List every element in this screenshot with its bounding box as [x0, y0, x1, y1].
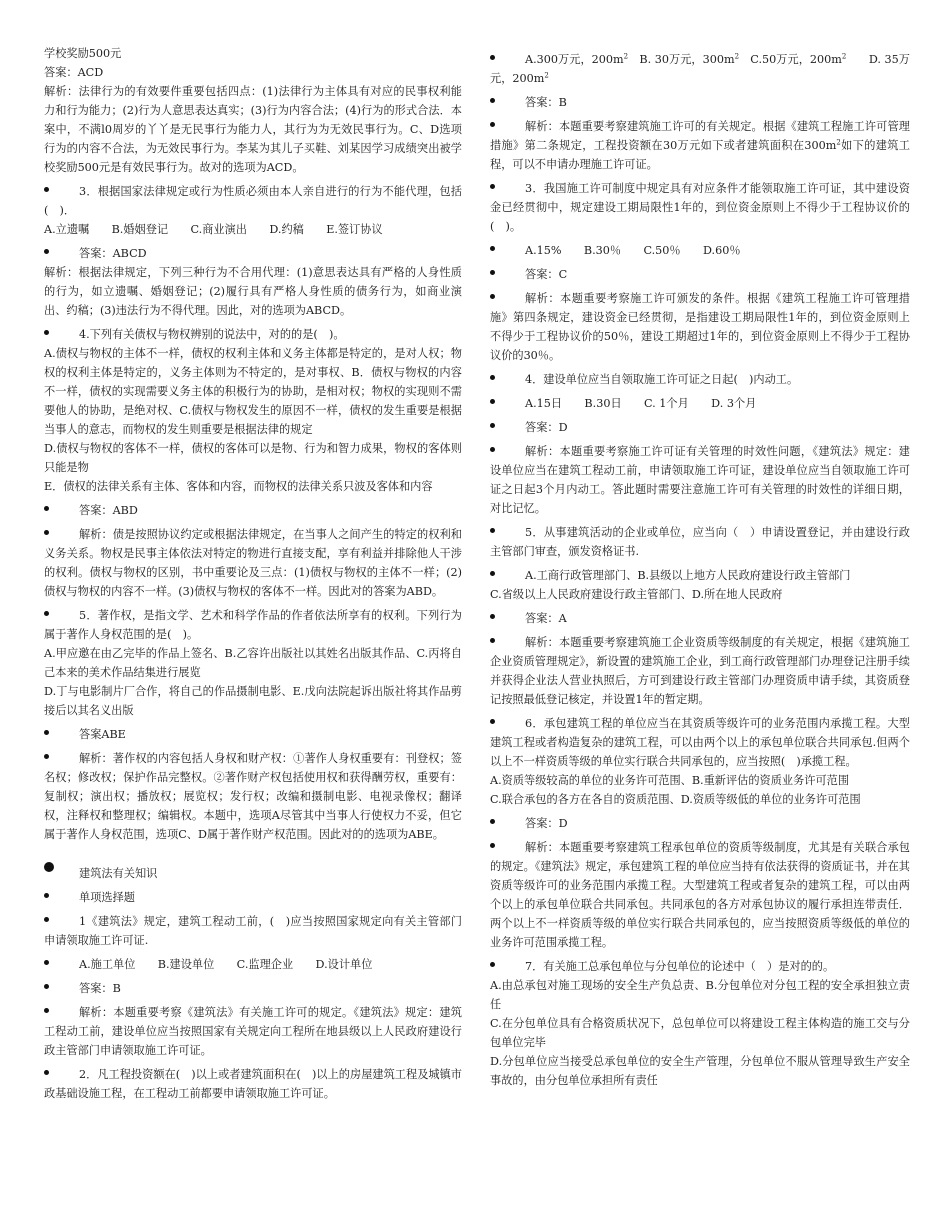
bullet-paragraph: [490, 609, 910, 628]
question-text: 6．承包建筑工程的单位应当在其资质等级许可的业务范围内承揽工程。大型建筑工程或者构造复杂的建筑工程，可以由两个以上的承包单位联合共同承包.但两个以上不一样资质等级的单位实行联合共同承包的，应当按照( )承揽工程。: [490, 717, 910, 768]
options-line: A.施工单位 B.建设单位 C.监理企业 D.设计单位: [79, 958, 373, 971]
explanation-paragraph: 解析：债是按照协议约定或根据法律规定，在当事人之间产生的特定的权利和义务关系。物权是民事主体依法对特定的物进行直接支配，享有利益并排除他人干涉的权利。债权与物权的区别，书中重要论及三点：(1)债权与物权的主体不一样；(2)债权与物权的内容不一样。(3)债权与物权的客体不一样。因此对的答案为ABD。: [44, 528, 462, 598]
bullet-paragraph: [490, 370, 910, 389]
explanation-paragraph: 解析：著作权的内容包括人身权和财产权：①著作人身权重要有：刊登权；签名权；修改权；保护作品完整权。②著作财产权包括使用权和获得酬劳权，重要有：复制权；演出权；播放权；展览权；发行权；改编和摄制电影、电视录像权；翻译权，注释权和整理权；编辑权。本题中，选项A尽管其中当事人行使权力不妥，但它属于著作人身权范围，选项C、D属于著作财产权范围。因此对的的选项为ABE。: [44, 752, 462, 841]
bullet-paragraph: [44, 749, 462, 844]
explanation-paragraph: 解析：根据法律规定，下列三种行为不合用代理：(1)意思表达具有严格的人身性质的行为，如立遗嘱、婚姻登记；(2)履行具有严格人身性质的债务行为，如商业演出、约稿；(3)违法行为不得代理。因此，对的选项为ABCD。: [44, 266, 462, 317]
superscript: 2: [623, 52, 629, 61]
bullet-paragraph: [490, 814, 910, 833]
superscript: 2: [836, 138, 841, 147]
section-title: 建筑法有关知识: [79, 867, 158, 880]
option-paragraph: D.债权与物权的客体不一样，债权的客体可以是物、行为和智力成果，物权的客体则只能是物: [44, 442, 462, 474]
explanation-part: 如下的建筑工程，可以不申请办理施工许可证。: [490, 139, 910, 171]
question-text: 5．从事建筑活动的企业或单位，应当向（ ）申请设置登记，并由建设行政主管部门审查，颁发资格证书.: [490, 526, 910, 558]
option-line: C.省级以上人民政府建设行政主管部门、D.所在地人民政府: [490, 588, 783, 601]
subsection-heading: [44, 888, 462, 907]
answer-line: 答案：B: [79, 982, 121, 995]
option-paragraph: D.分包单位应当接受总承包单位的安全生产管理，分包单位不服从管理导致生产安全事故的，由分包单位承担所有责任: [490, 1055, 910, 1087]
bullet-paragraph: [490, 117, 910, 174]
bullet-paragraph: [44, 1065, 462, 1103]
superscript: 2: [841, 52, 847, 61]
bullet-paragraph: [44, 525, 462, 601]
bullet-paragraph: [490, 265, 910, 284]
options-line: A.15% B.30％ C.50％ D.60％: [525, 244, 741, 257]
bullet-paragraph: [490, 714, 910, 771]
option-c: C.50万元，200m: [739, 53, 842, 66]
explanation-paragraph: 解析：本题重要考察施工许可证有关管理的时效性问题，《建筑法》规定：建设单位应当在建筑工程动工前，申请领取施工许可证，建设单位应当自领取施工许可证之日起3个月内动工。答此题时需要注意施工许可有关管理的时效性的详细日期，对比记忆。: [490, 445, 910, 515]
option-paragraph: C.在分包单位具有合格资质状况下，总包单位可以将建设工程主体构造的施工交与分包单位完毕: [490, 1017, 910, 1049]
answer-line: 答案：ABD: [79, 504, 138, 517]
explanation-part: 解析：本题重要考察建筑施工许可的有关规定。根据《建筑工程施工许可管理措施》第二条规定，工程投资额在30万元如下或者建筑面积在300m: [490, 120, 910, 152]
bullet-paragraph: [44, 325, 462, 344]
options-line: A.立遗嘱 B.婚姻登记 C.商业演出 D.约稿 E.签订协议: [44, 223, 383, 236]
explanation-paragraph: 解析：法律行为的有效要件重要包括四点：(1)法律行为主体具有对应的民事权利能力和行为能力；(2)行为人意思表达真实；(3)行为内容合法；(4)行为的形式合法．本案中，不满l0周岁的丫丫是无民事行为能力人，其行为为无效民事行为。C、D选项行为的内容不合法，为无效民事行为。李某为其儿子买鞋、刘某因学习成绩突出被学校奖励500元是有效民事行为。故对的选项为ACD。: [44, 85, 462, 174]
question-text: 4.下列有关债权与物权辨别的说法中，对的的是( )。: [79, 328, 345, 341]
answer-line: 答案：D: [525, 817, 568, 830]
bullet-paragraph: [490, 566, 910, 585]
option-paragraph: A.甲应邀在由乙完毕的作品上签名、B.乙容许出版社以其姓名出版其作品、C.丙将自己本来的美术作品结集进行展览: [44, 647, 462, 679]
bullet-paragraph: [490, 523, 910, 561]
bullet-paragraph: [490, 241, 910, 260]
option-line: A.工商行政管理部门、B.县级以上地方人民政府建设行政主管部门: [525, 569, 851, 582]
bullet-paragraph: [490, 394, 910, 413]
question-text: 5．著作权，是指文学、艺术和科学作品的作者依法所享有的权利。下列行为属于著作人身权范围的是( )。: [44, 609, 462, 641]
option-paragraph: A.债权与物权的主体不一样，债权的权利主体和义务主体都是特定的，是对人权；物权的权利主体是特定的，义务主体则为不特定的，是对事权、B．债权与物权的内容不一样，债权的实现需要义务主体的积极行为的协助，是相对权；物权的实现则不需要他人的协助，是绝对权、C.债权与物权发生的原因不一样，债权的发生重要是根据当事人的意志，而物权的发生则重要是根据法律的规定: [44, 347, 462, 436]
answer-line: 答案：D: [525, 421, 568, 434]
left-column: [44, 44, 462, 1103]
answer-line: 答案：ACD: [44, 66, 104, 79]
option-paragraph: D.丁与电影制片厂合作，将自己的作品摄制电影、E.戊向法院起诉出版社将其作品剪接后以其名义出版: [44, 685, 462, 717]
bullet-paragraph: [490, 179, 910, 236]
explanation-paragraph: 解析：本题重要考察《建筑法》有关施工许可的规定。《建筑法》规定：建筑工程动工前，建设单位应当按照国家有关规定向工程所在地县级以上人民政府建设行政主管部门申请领取施工许可证。: [44, 1006, 462, 1057]
answer-line: 答案：A: [525, 612, 567, 625]
option-d: D. 35万元，200m: [490, 53, 910, 85]
question-text: 3．我国施工许可制度中规定具有对应条件才能领取施工许可证，其中建设资金已经贯彻中，规定建设工期局限性1年的，到位资金原则上不得少于工程协议价的( )。: [490, 182, 910, 233]
right-column: [490, 44, 910, 1090]
bullet-paragraph: [44, 979, 462, 998]
subsection-title: 单项选择题: [79, 891, 135, 904]
superscript: 2: [734, 52, 740, 61]
bullet-paragraph: [490, 418, 910, 437]
option-paragraph: A.由总承包对施工现场的安全生产负总责、B.分包单位对分包工程的安全承担独立责任: [490, 979, 910, 1011]
bullet-paragraph: [44, 725, 462, 744]
bullet-paragraph: [44, 912, 462, 950]
bullet-paragraph: [44, 1003, 462, 1060]
answer-line: 答案：ABCD: [79, 247, 147, 260]
option-paragraph: E．债权的法律关系有主体、客体和内容，而物权的法律关系只波及客体和内容: [44, 480, 433, 493]
question-text: 1《建筑法》规定，建筑工程动工前，( )应当按照国家规定向有关主管部门申请领取施工许可证.: [44, 915, 462, 947]
explanation-paragraph: 解析：本题重要考察建筑施工企业资质等级制度的有关规定，根据《建筑施工企业资质管理规定》，新设置的建筑施工企业，到工商行政管理部门办理登记注册手续并获得企业法人营业执照后，方可到建设行政主管部门办理资质申请手续，其资质登记按照最低登记核定，并设置1年的暂定期。: [490, 636, 910, 706]
bullet-paragraph: [490, 50, 910, 88]
option-b: B. 30万元，300m: [628, 53, 735, 66]
superscript: 2: [544, 71, 549, 80]
section-heading: [44, 858, 462, 883]
option-a: A.300万元，200m: [525, 53, 624, 66]
bullet-paragraph: [490, 957, 910, 976]
bullet-paragraph: [44, 244, 462, 263]
question-text: 3．根据国家法律规定或行为性质必须由本人亲自进行的行为不能代理，包括( )．: [44, 185, 462, 217]
option-line: A.资质等级较高的单位的业务许可范围、B.重新评估的资质业务许可范围: [490, 774, 850, 787]
question-text: 4．建设单位应当自领取施工许可证之日起( )内动工。: [525, 373, 799, 386]
bullet-paragraph: [44, 182, 462, 220]
text-line: 学校奖励500元: [44, 47, 122, 60]
bullet-paragraph: [490, 633, 910, 709]
answer-line: 答案：B: [525, 96, 567, 109]
explanation-paragraph: 解析：本题重要考察建筑工程承包单位的资质等级制度，尤其是有关联合承包的规定。《建筑法》规定，承包建筑工程的单位应当持有依法获得的资质证书，并在其资质等级许可的业务范围内承揽工程。大型建筑工程或者复杂的建筑工程，可以由两个以上的承包单位联合共同承包。共同承包的各方对承包协议的履行承担连带责任．两个以上不一样资质等级的单位实行联合共同承包的，应当按照资质等级低的单位的业务许可范围承揽工程。: [490, 841, 910, 949]
options-line: [490, 50, 910, 88]
question-text: 7．有关施工总承包单位与分包单位的论述中（ ）是对的的。: [525, 960, 835, 973]
bullet-paragraph: [490, 838, 910, 952]
answer-line: 答案：C: [525, 268, 568, 281]
question-text: 2．凡工程投资额在( )以上或者建筑面积在( )以上的房屋建筑工程及城镇市政基础设施工程，在工程动工前都要申请领取施工许可证。: [44, 1068, 462, 1100]
bullet-paragraph: [490, 93, 910, 112]
bullet-paragraph: [490, 442, 910, 518]
bullet-paragraph: [490, 289, 910, 365]
explanation-paragraph: 解析：本题重要考察施工许可颁发的条件。根据《建筑工程施工许可管理措施》第四条规定，建设资金已经贯彻，是指建设工期局限性1年的，到位资金原则上不得少于工程协议价的50％，建设工期超过1年的，到位资金原则上不得少于工程协议价的30％。: [490, 292, 910, 362]
options-line: A.15日 B.30日 C. 1个月 D. 3个月: [525, 397, 757, 410]
option-line: C.联合承包的各方在各自的资质范围、D.资质等级低的单位的业务许可范围: [490, 793, 861, 806]
explanation-paragraph: [490, 117, 910, 174]
answer-line: 答案ABE: [79, 728, 126, 741]
bullet-paragraph: [44, 606, 462, 644]
bullet-paragraph: [44, 955, 462, 974]
bullet-paragraph: [44, 501, 462, 520]
